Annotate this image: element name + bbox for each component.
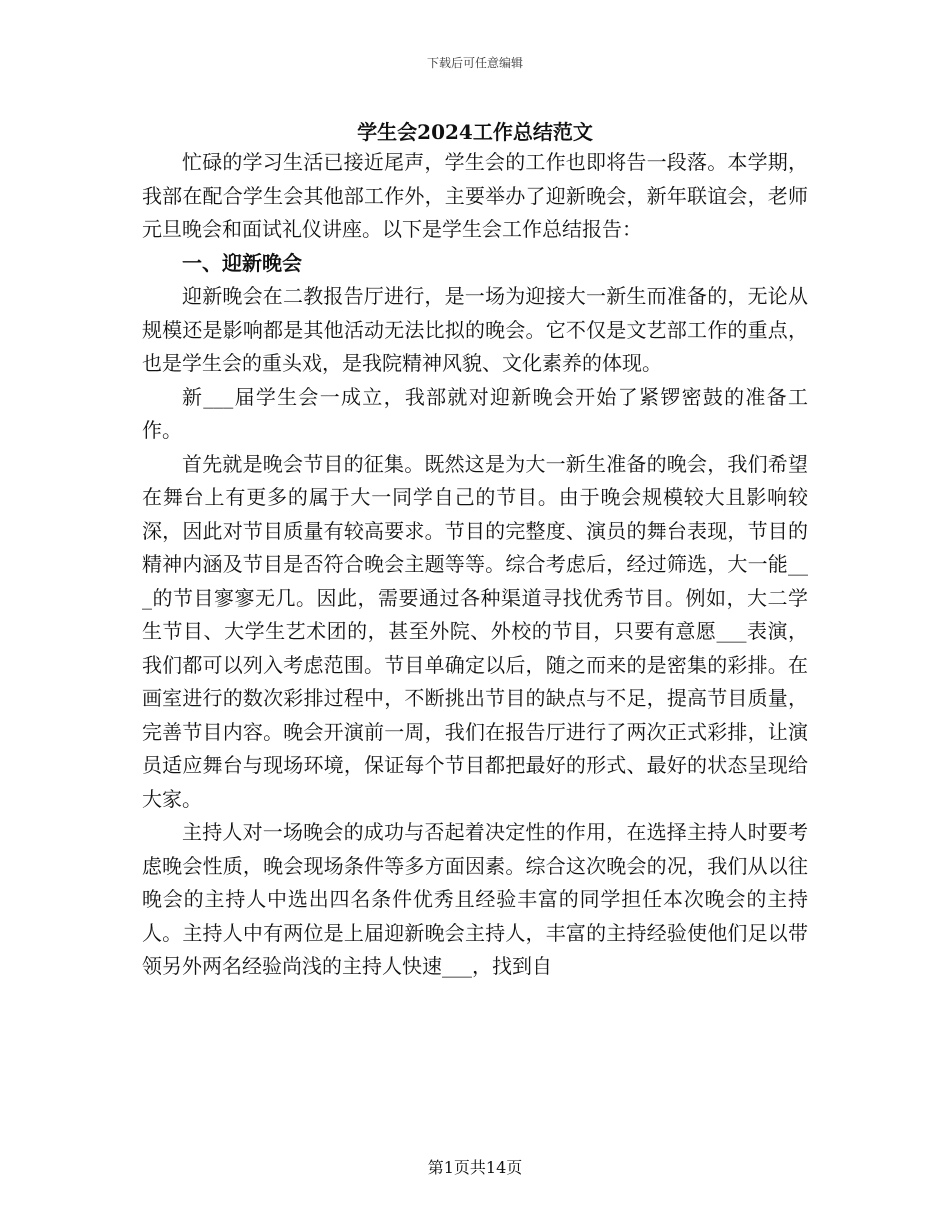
page-number-footer: 第1页共14页 [427,1158,523,1177]
document-title: 学生会2024工作总结范文 [357,120,593,144]
body-paragraph: 主持人对一场晚会的成功与否起着决定性的作用，在选择主持人时要考虑晚会性质，晚会现场条件等多方面因素。综合这次晚会的况，我们从以往晚会的主持人中选出四名条件优秀且经验丰富的同学担任本次晚会的主持人。主持人中有两位是上届迎新晚会主持人，丰富的主持经验使他们足以带领另外两名经验尚浅的主持人快速___，找到自 [142,820,808,978]
document-body [142,146,808,984]
section-heading: 一、迎新晚会 [182,250,302,275]
body-paragraph: 迎新晚会在二教报告厅进行，是一场为迎接大一新生而准备的，无论从规模还是影响都是其他活动无法比拟的晚会。它不仅是文艺部工作的重点，也是学生会的重头戏，是我院精神风貌、文化素养的体现。 [142,284,808,375]
intro-paragraph: 忙碌的学习生活已接近尾声，学生会的工作也即将告一段落。本学期，我部在配合学生会其他部工作外，主要举办了迎新晚会，新年联谊会，老师元旦晚会和面试礼仪讲座。以下是学生会工作总结报告： [142,150,808,241]
body-paragraph: 新___届学生会一成立，我部就对迎新晚会开始了紧锣密鼓的准备工作。 [142,384,808,442]
body-paragraph: 首先就是晚会节目的征集。既然这是为大一新生准备的晚会，我们希望在舞台上有更多的属于大一同学自己的节目。由于晚会规模较大且影响较深，因此对节目质量有较高要求。节目的完整度、演员的舞台表现，节目的精神内涵及节目是否符合晚会主题等等。综合考虑后，经过筛选，大一能___的节目寥寥无几。因此，需要通过各种渠道寻找优秀节目。例如，大二学生节目、大学生艺术团的，甚至外院、外校的节目，只要有意愿___表演，我们都可以列入考虑范围。节目单确定以后，随之而来的是密集的彩排。在画室进行的数次彩排过程中，不断挑出节目的缺点与不足，提高节目质量，完善节目内容。晚会开演前一周，我们在报告厅进行了两次正式彩排，让演员适应舞台与现场环境，保证每个节目都把最好的形式、最好的状态呈现给大家。 [142,451,808,811]
header-note: 下载后可任意编辑 [426,56,523,70]
